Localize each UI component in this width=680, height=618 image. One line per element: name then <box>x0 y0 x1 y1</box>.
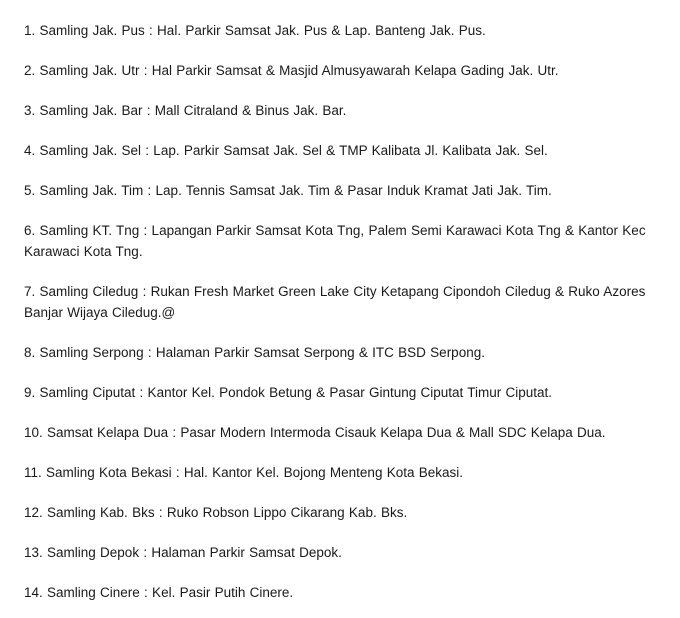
list-item: 2. Samling Jak. Utr : Hal Parkir Samsat & Masjid Almusyawarah Kelapa Gading Jak. Utr. <box>24 63 559 78</box>
list-item: 14. Samling Cinere : Kel. Pasir Putih Cinere. <box>24 585 294 600</box>
list-item: 10. Samsat Kelapa Dua : Pasar Modern Intermoda Cisauk Kelapa Dua & Mall SDC Kelapa Dua. <box>24 425 606 440</box>
list-item: 12. Samling Kab. Bks : Ruko Robson Lippo Cikarang Kab. Bks. <box>24 505 408 520</box>
list-item: 6. Samling KT. Tng : Lapangan Parkir Samsat Kota Tng, Palem Semi Karawaci Kota Tng & Kantor Kec Karawaci Kota Tng. <box>24 223 646 259</box>
list-item: 8. Samling Serpong : Halaman Parkir Samsat Serpong & ITC BSD Serpong. <box>24 345 485 360</box>
list-item: 9. Samling Ciputat : Kantor Kel. Pondok Betung & Pasar Gintung Ciputat Timur Ciputat. <box>24 385 553 400</box>
list-item: 11. Samling Kota Bekasi : Hal. Kantor Kel. Bojong Menteng Kota Bekasi. <box>24 465 463 480</box>
list-item: 13. Samling Depok : Halaman Parkir Samsat Depok. <box>24 545 342 560</box>
list-item: 7. Samling Ciledug : Rukan Fresh Market Green Lake City Ketapang Cipondoh Ciledug & Ruko Azores Banjar Wijaya Ciledug.@ <box>24 284 646 320</box>
list-item: 3. Samling Jak. Bar : Mall Citraland & Binus Jak. Bar. <box>24 103 347 118</box>
list-item: 5. Samling Jak. Tim : Lap. Tennis Samsat Jak. Tim & Pasar Induk Kramat Jati Jak. Tim. <box>24 183 552 198</box>
list-item: 1. Samling Jak. Pus : Hal. Parkir Samsat Jak. Pus & Lap. Banteng Jak. Pus. <box>24 23 486 38</box>
list-item: 4. Samling Jak. Sel : Lap. Parkir Samsat Jak. Sel & TMP Kalibata Jl. Kalibata Jak. Sel. <box>24 143 548 158</box>
